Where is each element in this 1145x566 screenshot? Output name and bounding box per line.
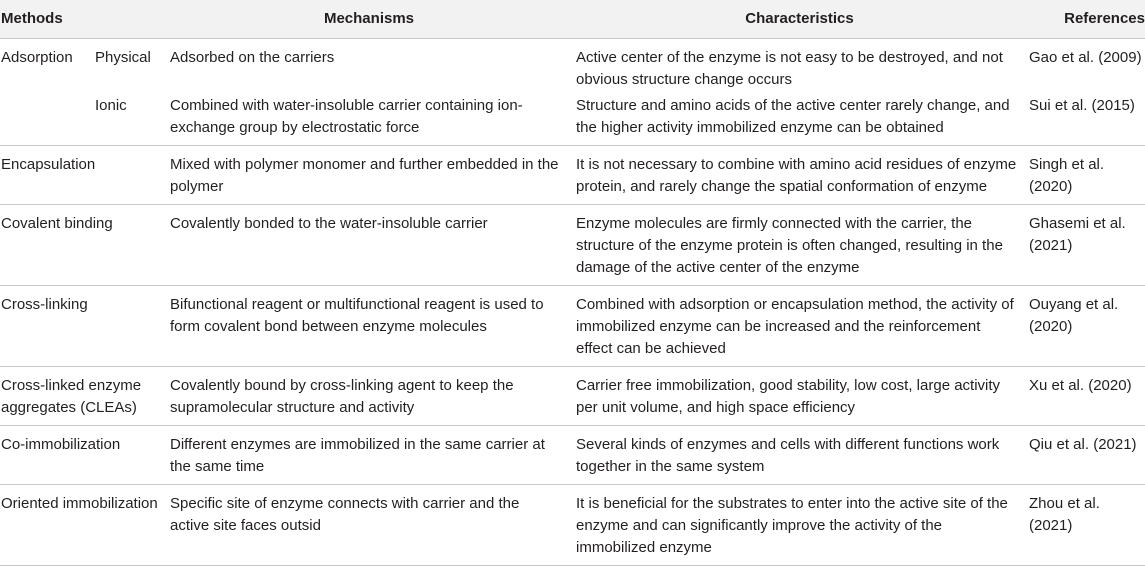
table-row bbox=[0, 367, 1145, 426]
table-row bbox=[0, 205, 1145, 286]
reference-cell: Sui et al. (2015) bbox=[1029, 93, 1145, 146]
header-characteristics: Characteristics bbox=[576, 0, 1029, 39]
method-cell bbox=[0, 39, 168, 94]
characteristics-cell: Active center of the enzyme is not easy to be destroyed, and not obvious structure change occurs bbox=[576, 49, 1003, 88]
method-name bbox=[1, 95, 95, 117]
reference-cell: Zhou et al. (2021) bbox=[1029, 485, 1145, 566]
reference-cell: Xu et al. (2020) bbox=[1029, 367, 1145, 426]
method-cell: Cross-linked enzyme aggregates (CLEAs) bbox=[0, 367, 168, 426]
table-row bbox=[0, 426, 1145, 485]
mechanism-cell: Different enzymes are immobilized in the same carrier at the same time bbox=[168, 426, 576, 485]
submethod-name: Physical bbox=[95, 49, 151, 66]
method-name: Adsorption bbox=[1, 49, 73, 66]
characteristics-cell: Combined with adsorption or encapsulation method, the activity of immobilized enzyme can be increased and the reinforcement effect can be achieved bbox=[576, 286, 1029, 367]
reference-cell: Gao et al. (2009) bbox=[1029, 49, 1142, 66]
table-row bbox=[0, 286, 1145, 367]
mechanism-cell: Adsorbed on the carriers bbox=[170, 49, 335, 66]
header-methods: Methods bbox=[0, 0, 168, 39]
method-cell bbox=[0, 93, 168, 146]
mechanism-cell: Bifunctional reagent or multifunctional reagent is used to form covalent bond between enzyme molecules bbox=[168, 286, 576, 367]
method-cell: Cross-linking bbox=[0, 286, 168, 367]
method-cell: Oriented immobilization bbox=[0, 485, 168, 566]
table-body bbox=[0, 39, 1145, 566]
reference-cell: Singh et al. (2020) bbox=[1029, 146, 1145, 205]
mechanism-cell: Covalently bonded to the water-insoluble carrier bbox=[168, 205, 576, 286]
characteristics-cell: Enzyme molecules are firmly connected with the carrier, the structure of the enzyme protein is often changed, resulting in the damage of the active center of the enzyme bbox=[576, 205, 1029, 286]
mechanism-cell: Specific site of enzyme connects with carrier and the active site faces outsid bbox=[168, 485, 576, 566]
table-header bbox=[0, 0, 1145, 39]
table-row bbox=[0, 146, 1145, 205]
method-cell: Encapsulation bbox=[0, 146, 168, 205]
table-row bbox=[0, 485, 1145, 566]
submethod-name: Ionic bbox=[95, 97, 127, 114]
header-mechanisms: Mechanisms bbox=[168, 0, 576, 39]
reference-cell: Ouyang et al. (2020) bbox=[1029, 286, 1145, 367]
reference-cell: Qiu et al. (2021) bbox=[1029, 426, 1145, 485]
mechanism-cell: Covalently bound by cross-linking agent to keep the supramolecular structure and activity bbox=[168, 367, 576, 426]
header-row bbox=[0, 0, 1145, 39]
method-cell: Covalent binding bbox=[0, 205, 168, 286]
characteristics-cell: Carrier free immobilization, good stability, low cost, large activity per unit volume, and high space efficiency bbox=[576, 367, 1029, 426]
table-row bbox=[0, 39, 1145, 94]
characteristics-cell: It is beneficial for the substrates to enter into the active site of the enzyme and can significantly improve the activity of the immobilized enzyme bbox=[576, 485, 1029, 566]
header-references: References bbox=[1029, 0, 1145, 39]
mechanism-cell: Combined with water-insoluble carrier containing ion-exchange group by electrostatic force bbox=[168, 93, 576, 146]
characteristics-cell: Structure and amino acids of the active center rarely change, and the higher activity immobilized enzyme can be obtained bbox=[576, 93, 1029, 146]
method-cell: Co-immobilization bbox=[0, 426, 168, 485]
mechanism-cell: Mixed with polymer monomer and further embedded in the polymer bbox=[168, 146, 576, 205]
reference-cell: Ghasemi et al. (2021) bbox=[1029, 205, 1145, 286]
characteristics-cell: Several kinds of enzymes and cells with different functions work together in the same system bbox=[576, 426, 1029, 485]
characteristics-cell: It is not necessary to combine with amino acid residues of enzyme protein, and rarely change the spatial conformation of enzyme bbox=[576, 146, 1029, 205]
table-row bbox=[0, 93, 1145, 146]
